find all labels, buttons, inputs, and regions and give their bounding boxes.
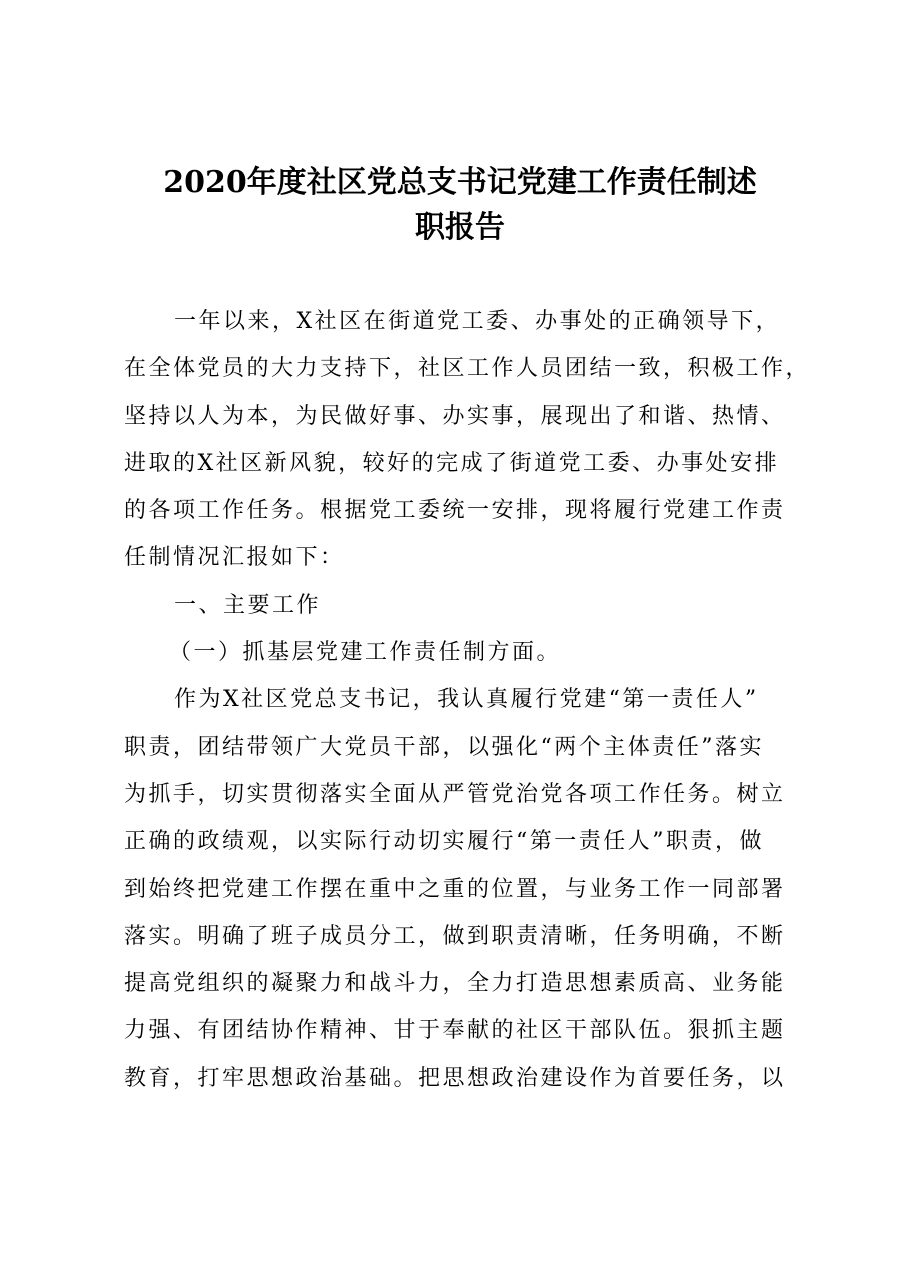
paragraph-line: 坚持以人为本，为民做好事、办实事，展现出了和谐、热情、 [124,403,786,429]
paragraph-line: 一年以来，X社区在街道党工委、办事处的正确领导下， [174,309,781,334]
paragraph-line: 正确的政绩观，以实际行动切实履行“第一责任人”职责，做 [124,829,764,855]
paragraph-line: 力强、有团结协作精神、甘于奉献的社区干部队伍。狠抓主题 [124,1018,786,1044]
document-title [110,160,810,250]
paragraph-line: 任制情况汇报如下： [124,545,345,571]
paragraph-line: 提高党组织的凝聚力和战斗力，全力打造思想素质高、业务能 [124,971,786,997]
paragraph-line: 职责，团结带领广大党员干部，以强化“两个主体责任”落实 [124,734,764,760]
subsection-heading: （一）抓基层党建工作责任制方面。 [169,640,562,666]
paragraph-line: 教育，打牢思想政治基础。把思想政治建设作为首要任务，以 [124,1065,786,1091]
paragraph-line: 作为X社区党总支书记，我认真履行党建“第一责任人” [174,687,759,713]
title-line-1: 2020年度社区党总支书记党建工作责任制述 [163,165,757,200]
paragraph-line: 落实。明确了班子成员分工，做到职责清晰，任务明确，不断 [124,923,786,949]
paragraph-line: 进取的X社区新风貌，较好的完成了街道党工委、办事处安排 [124,450,780,476]
paragraph-line: 的各项工作任务。根据党工委统一安排，现将履行党建工作责 [124,498,786,524]
paragraph-line: 到始终把党建工作摆在重中之重的位置，与业务工作一同部署 [124,876,786,902]
paragraph-line: 在全体党员的大力支持下，社区工作人员团结一致，积极工作， [124,356,811,382]
document-body [124,298,811,1102]
paragraph-line: 为抓手，切实贯彻落实全面从严管党治党各项工作任务。树立 [124,781,786,807]
section-heading: 一、主要工作 [174,592,322,618]
title-line-2: 职报告 [415,210,505,245]
